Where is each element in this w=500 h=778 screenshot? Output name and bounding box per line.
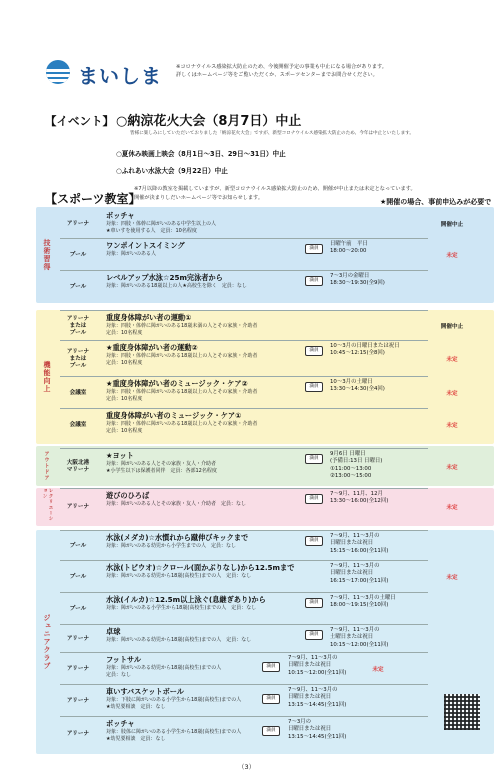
program-venue: プール bbox=[69, 605, 87, 612]
event-sub-1: ○夏休み映画上映会（8月1日～3日、29日～31日）中止 bbox=[116, 150, 286, 158]
band-outdoor bbox=[36, 446, 494, 486]
program-status: 未定 bbox=[446, 391, 458, 397]
program-schedule: 7～9月、11～3月の 土曜日または祝日 10:15～12:00(全11回) bbox=[330, 627, 389, 648]
program-title: ★重度身体障がい者のミュージック・ケア② bbox=[106, 379, 248, 388]
full-badge: 満員 bbox=[305, 382, 323, 392]
program-venue: アリーナ または プール bbox=[66, 348, 90, 369]
row-divider bbox=[60, 624, 428, 625]
program-title: 遊びのひろば bbox=[106, 491, 150, 500]
row-divider bbox=[60, 716, 428, 717]
program-status: 未定 bbox=[446, 575, 458, 581]
qr-code[interactable] bbox=[444, 694, 480, 730]
event-title: ○納涼花火大会（8月7日）中止 bbox=[116, 114, 302, 129]
row-divider bbox=[60, 408, 428, 409]
full-badge: 満員 bbox=[305, 244, 323, 254]
row-divider bbox=[60, 530, 428, 531]
program-status: 開催中止 bbox=[440, 324, 464, 330]
row-divider bbox=[60, 238, 428, 239]
full-badge: 満員 bbox=[305, 346, 323, 356]
row-divider bbox=[60, 340, 428, 341]
program-details: 対象：障がいのある幼児から18歳(高校生)までの人 定員：なし bbox=[106, 637, 252, 643]
program-title: 水泳(イルカ)☆12.5m以上泳ぐ(息継ぎあり)から bbox=[106, 595, 266, 604]
program-details: 対象：障がいのある幼児から18歳(高校生)までの人 定員：なし bbox=[106, 573, 252, 579]
program-title: レベルアップ水泳☆25m完泳者から bbox=[106, 273, 223, 282]
row-divider bbox=[60, 684, 428, 685]
category-kino: 機能向上 bbox=[43, 361, 51, 393]
category-junior: ジュニアクラブ bbox=[43, 614, 51, 670]
row-divider bbox=[60, 560, 428, 561]
program-status: 開催中止 bbox=[440, 222, 464, 228]
program-details: 対象：障がいのある小学生から18歳(高校生)までの人 定員：なし bbox=[106, 605, 257, 611]
brand-title: まいしま bbox=[78, 64, 162, 88]
maishima-logo bbox=[46, 60, 70, 84]
program-venue: プール bbox=[69, 542, 87, 549]
row-divider bbox=[60, 310, 428, 311]
full-badge: 満員 bbox=[262, 726, 280, 736]
band-kino bbox=[36, 310, 494, 444]
row-divider bbox=[60, 448, 428, 449]
program-schedule: 10～3月の土曜日 13:30～14:30(全4回) bbox=[330, 379, 385, 393]
program-title: 水泳(メダカ)☆水慣れから蹴伸びキックまで bbox=[106, 533, 249, 542]
program-details: 対象：障がいのある人とその家族・友人・介助者 定員：なし bbox=[106, 501, 247, 507]
program-schedule: 日曜午前 平日 18:00～20:00 bbox=[330, 241, 368, 255]
program-title: フットサル bbox=[106, 655, 142, 664]
program-details: 対象：障がいのある人 bbox=[106, 251, 157, 257]
program-details: 対象：障がいのある幼児から18歳(高校生)までの人 定員：なし bbox=[106, 665, 222, 679]
full-badge: 満員 bbox=[305, 454, 323, 464]
program-details: 対象：四肢・体幹に障がいのある18歳以上の人とその家族・介助者 定員：10名程度 bbox=[106, 421, 258, 435]
sports-note: ※7月以降の教室を掲載していますが、新型コロナウイルス感染拡大防止のため、開催が中止または未定となっています。 開催が決まりしだいホームページ等でお知らせします。 bbox=[134, 186, 416, 201]
program-title: ボッチャ bbox=[106, 719, 135, 728]
program-schedule: 7～9月、11～3月の 日曜日または祝日 10:15～12:00(全11回) bbox=[288, 655, 347, 676]
full-badge: 満員 bbox=[305, 276, 323, 286]
program-status: 未定 bbox=[372, 667, 384, 673]
program-venue: プール bbox=[69, 573, 87, 580]
program-venue: 会議室 bbox=[69, 421, 87, 428]
sports-tag: 【スポーツ教室】 bbox=[45, 192, 141, 206]
event-tag: 【イベント】 bbox=[45, 114, 114, 128]
program-title: ★ヨット bbox=[106, 451, 134, 460]
full-badge: 満員 bbox=[305, 630, 323, 640]
program-title: 車いすバスケットボール bbox=[106, 687, 184, 696]
full-badge: 満員 bbox=[262, 662, 280, 672]
program-details: 対象：障がいのある人とその家族・友人・介助者 ★小学生以下は保護者同伴 定員：各部12名程度 bbox=[106, 461, 217, 475]
program-venue: 大阪北港 マリーナ bbox=[66, 460, 90, 473]
program-status: 未定 bbox=[446, 357, 458, 363]
corona-notice: ※コロナウイルス感染拡大防止のため、今後開催予定の事業も中止になる場合があります。 詳しくはホームページ等をご覧いただくか、スポーツセンターまでお問合せください。 bbox=[176, 64, 387, 78]
event-description: 皆様に楽しみにしていただいておりました「納涼花火大会」ですが、新型コロナウイルス感染拡大防止のため、今年は中止といたします。 bbox=[130, 131, 414, 136]
program-status: 未定 bbox=[446, 423, 458, 429]
program-venue: プール bbox=[69, 251, 87, 258]
program-schedule: 7～3月の金曜日 18:30～19:30(全9回) bbox=[330, 273, 385, 287]
program-title: 重度身体障がい者の運動① bbox=[106, 313, 192, 322]
program-venue: アリーナ bbox=[66, 697, 90, 704]
full-badge: 満員 bbox=[262, 694, 280, 704]
row-divider bbox=[60, 270, 428, 271]
program-schedule: 7～3月の 日曜日または祝日 13:15～14:45(全11回) bbox=[288, 719, 347, 740]
program-venue: 会議室 bbox=[69, 389, 87, 396]
program-venue: アリーナ bbox=[66, 635, 90, 642]
band-ginou bbox=[36, 207, 494, 303]
row-divider bbox=[60, 652, 428, 653]
program-schedule: 7～9月、11～3月の 日曜日または祝日 13:15～14:45(全11回) bbox=[288, 687, 347, 708]
program-details: 対象：下肢に障がいのある小学生から18歳(高校生)までの人 ★幼児要相談 定員：なし bbox=[106, 697, 242, 711]
program-status: 未定 bbox=[446, 253, 458, 259]
program-details: 対象：肢体に障がいのある小学生から18歳(高校生)までの人 ★幼児要相談 定員：なし bbox=[106, 729, 242, 743]
program-venue: プール bbox=[69, 283, 87, 290]
program-title: ワンポイントスイミング bbox=[106, 241, 185, 250]
program-details: 対象：四肢・体幹に障がいのある18歳以上の人とその家族・介助者 定員：10名程度 bbox=[106, 353, 258, 367]
registration-notice: ★開催の場合、事前申込みが必要で bbox=[380, 198, 492, 206]
program-details: 対象：四肢・体幹に障がいのある中学生以上の人 ★車いすを使用する人 定員：10名程度 bbox=[106, 221, 217, 235]
program-venue: アリーナ bbox=[66, 665, 90, 672]
full-badge: 満員 bbox=[305, 598, 323, 608]
category-outdoor: アウトドア bbox=[43, 451, 50, 481]
row-divider bbox=[60, 592, 428, 593]
category-recre: レクリエーション bbox=[42, 488, 53, 522]
program-title: ★重度身体障がい者の運動② bbox=[106, 343, 198, 352]
program-schedule: 10～3月の日曜日または祝日 10:45～12:15(全8回) bbox=[330, 343, 400, 357]
program-title: 重度身体障がい者のミュージック・ケア① bbox=[106, 411, 242, 420]
program-title: 卓球 bbox=[106, 627, 121, 636]
program-details: 対象：障がいのある幼児から小学生までの人 定員：なし bbox=[106, 543, 237, 549]
page-number: （3） bbox=[238, 763, 256, 771]
program-details: 対象：障がいのある18歳以上の人★高校生を除く 定員：なし bbox=[106, 283, 247, 289]
full-badge: 満員 bbox=[305, 536, 323, 546]
program-venue: アリーナ bbox=[66, 220, 90, 227]
program-schedule: 7～9月、11～3月の 日曜日または祝日 16:15～17:00(全11回) bbox=[330, 563, 389, 584]
program-title: 水泳(トビウオ)☆クロール(面かぶりなし)から12.5mまで bbox=[106, 563, 295, 572]
program-title: ボッチャ bbox=[106, 211, 135, 220]
program-schedule: 7～9月、11月、12月 13:30～16:00(全12回) bbox=[330, 491, 389, 505]
program-status: 未定 bbox=[446, 465, 458, 471]
program-schedule: 7～9月、11～3月の土曜日 18:00～19:15(全10回) bbox=[330, 595, 396, 609]
program-venue: アリーナ bbox=[66, 730, 90, 737]
program-schedule: 9月6日 日曜日 (予備日:13日 日曜日) ①11:00～13:00 ②13:00～15:00 bbox=[330, 451, 383, 480]
program-status: 未定 bbox=[446, 505, 458, 511]
row-divider bbox=[60, 488, 428, 489]
band-recre bbox=[36, 488, 494, 526]
row-divider bbox=[60, 376, 428, 377]
full-badge: 満員 bbox=[305, 494, 323, 504]
program-venue: アリーナ または プール bbox=[66, 315, 90, 336]
event-sub-2: ○ふれあい水泳大会（9月22日）中止 bbox=[116, 167, 228, 175]
category-ginou: 技術習得 bbox=[43, 239, 51, 271]
program-venue: アリーナ bbox=[66, 503, 90, 510]
program-details: 対象：四肢・体幹に障がいのある18歳未満の人とその家族・介助者 定員：10名程度 bbox=[106, 323, 258, 337]
program-schedule: 7～9月、11～3月の 日曜日または祝日 15:15～16:00(全11回) bbox=[330, 533, 389, 554]
program-details: 対象：四肢・体幹に障がいのある18歳以上の人とその家族・介助者 定員：10名程度 bbox=[106, 389, 258, 403]
